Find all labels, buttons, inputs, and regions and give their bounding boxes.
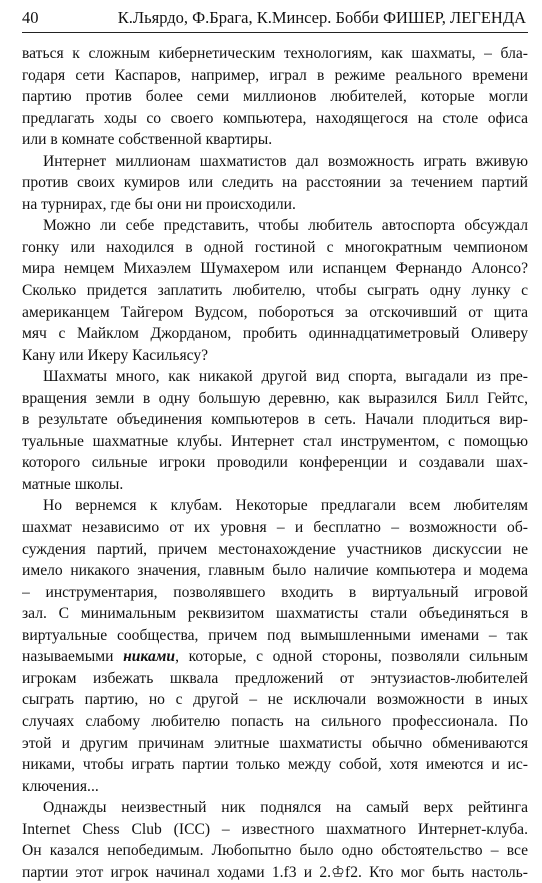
- text-line: Можно ли себе представить, чтобы любитель автоспорта обсуждал: [43, 217, 528, 235]
- text-fragment: , которые, с одной стороны, позволяли сильным: [175, 648, 528, 666]
- text-line: – инструментария, позволявшего входить в виртуальный игровой: [22, 583, 528, 601]
- text-line: Однажды неизвестный ник поднялся на самый верх рейтинга: [43, 799, 528, 817]
- header-divider: [22, 32, 528, 33]
- text-line: [22, 646, 528, 668]
- text-line: суждения партий, причем местонахождение участников дискуссии не: [22, 540, 528, 558]
- text-line: вращения земли в одну большую деревню, как выразился Билл Гейтс,: [22, 389, 528, 407]
- text-line: мяч с Майклом Джорданом, пробить одиннадцатиметровый Оливеру: [22, 325, 528, 343]
- text-fragment: называемыми: [22, 648, 124, 666]
- page-header: [22, 8, 528, 28]
- text-line: шахмат независимо от их уровня – и бесплатно – возможности об-: [22, 519, 528, 537]
- paragraph: [22, 797, 528, 883]
- text-line: сыграть партию, но с другой – не исключали возможности в иных: [22, 691, 528, 709]
- text-line: против своих кумиров или следить на расстоянии за течением партий: [22, 174, 528, 192]
- text-line: туальные шахматные клубы. Интернет стал инструментом, с помощью: [22, 432, 528, 450]
- running-title: К.Льярдо, Ф.Брага, К.Минсер. Бобби ФИШЕР, ЛЕГЕНДА: [117, 8, 526, 27]
- text-line: в результате объединения компьютеров в сеть. Начали плодиться вир-: [22, 411, 528, 429]
- text-line: Internet Chess Club (ICC) – известного шахматного Интернет-клуба.: [22, 820, 528, 838]
- text-line: игрокам избежать шквала предложений от энтузиастов-любителей: [22, 669, 528, 687]
- text-line: американцем Тайгером Вудсом, побороться за отскочивший от щита: [22, 303, 528, 321]
- text-line: зал. С минимальным реквизитом шахматисты стали объединяться в: [22, 605, 528, 623]
- text-line: ключения...: [22, 777, 99, 795]
- text-line: матные школы.: [22, 475, 124, 493]
- text-line: на турнирах, где бы они ни происходили.: [22, 195, 296, 213]
- paragraph: [22, 495, 528, 797]
- text-line: Кану или Икеру Касильясу?: [22, 346, 209, 364]
- text-line: Сколько придется заплатить любителю, чтобы сыграть одну лунку с: [22, 282, 528, 300]
- text-line: имело никакого значения, главным было наличие компьютера и модема: [22, 562, 528, 580]
- text-line: Интернет миллионам шахматистов дал возможность играть вживую: [43, 152, 528, 170]
- text-line: этой и другим причинам элитные шахматисты обычно обмениваются: [22, 734, 528, 752]
- text-line: или в комнате собственной квартиры.: [22, 131, 273, 149]
- text-line: партию против более семи миллионов любителей, которые могли: [22, 88, 528, 106]
- page-number: 40: [22, 8, 39, 27]
- text-line: никами, чтобы играть партии только между собой, хотя имеются и ис-: [22, 756, 528, 774]
- text-line: ваться к сложным кибернетическим технологиям, как шахматы, – бла-: [22, 45, 528, 62]
- text-line: годаря сети Каспаров, например, играл в режиме реального времени: [22, 66, 528, 84]
- italic-term: никами: [123, 648, 176, 666]
- text-line: Он казался непобедимым. Любопытно было одно обстоятельство – все: [22, 842, 528, 860]
- paragraph: [22, 151, 528, 216]
- text-line: мира немцем Михаэлем Шумахером или испанцем Фернандо Алонсо?: [22, 260, 528, 278]
- text-line: которого сильные игроки проводили конференции и создавали шах-: [22, 454, 528, 472]
- text-line: предлагать ходы со своего компьютера, находящегося на столе офиса: [22, 109, 528, 127]
- text-line: Но вернемся к клубам. Некоторые предлагали всем любителям: [43, 497, 528, 515]
- paragraph: [22, 43, 528, 151]
- book-page: [22, 8, 528, 883]
- text-line: Шахматы много, как никакой другой вид спорта, выгадали из пре-: [43, 368, 528, 386]
- body-text: [22, 43, 528, 883]
- text-line: случаях слабому любителю попасть на сильного профессионала. По: [22, 712, 528, 730]
- text-line: партии этот игрок начинал ходами 1.f3 и 2.♔f2. Кто мог быть настоль-: [22, 863, 528, 881]
- paragraph: [22, 215, 528, 366]
- text-line: гонку или находился в одной гостиной с многократным чемпионом: [22, 238, 528, 256]
- paragraph: [22, 366, 528, 495]
- text-line: виртуальные сообщества, причем под вымышленными именами – так: [22, 626, 528, 644]
